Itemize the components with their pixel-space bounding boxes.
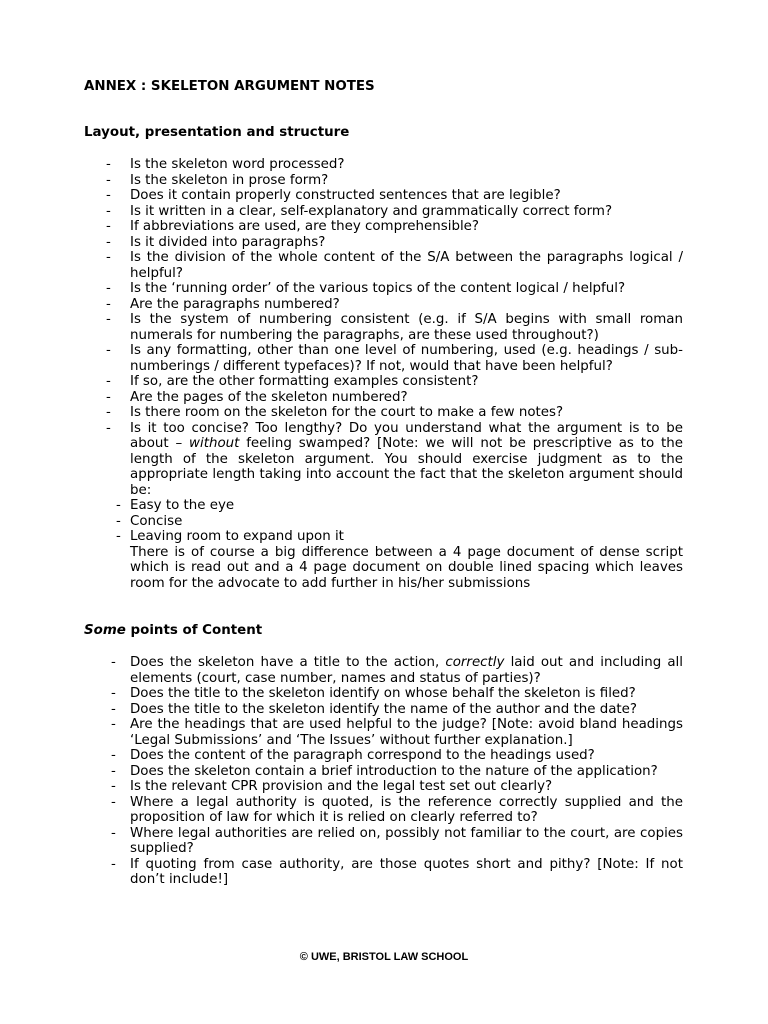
- list-item: [0, 421, 683, 499]
- list-item: [0, 219, 683, 235]
- item-text: Is the relevant CPR provision and the legal test set out clearly?: [130, 779, 553, 794]
- dash-bullet: -: [111, 794, 116, 810]
- annex-title: ANNEX : SKELETON ARGUMENT NOTES: [84, 79, 375, 94]
- list-item: [0, 717, 683, 748]
- item-text: Is the division of the whole content of the S/A between the paragraphs logical / helpful?: [130, 250, 683, 281]
- dash-bullet: -: [106, 374, 111, 389]
- content-section-heading: [84, 623, 262, 639]
- item-text: Is there room on the skeleton for the court to make a few notes?: [130, 405, 564, 420]
- item-text: Is it divided into paragraphs?: [130, 234, 326, 250]
- dash-bullet: -: [106, 296, 111, 312]
- list-item: [0, 795, 683, 826]
- item-text-part: feeling swamped? [Note: we will not be prescriptive as to the length of the skeleton argument. You should exercise judgment as to the appropriate length taking into account the fact that the skeleton argument should be:: [130, 436, 683, 498]
- list-item: [0, 204, 683, 220]
- item-text: If so, are the other formatting examples consistent?: [130, 374, 479, 389]
- sub-item-text: Concise: [130, 513, 183, 529]
- item-text: If abbreviations are used, are they comprehensible?: [130, 219, 480, 234]
- item-text: Is the skeleton in prose form?: [130, 172, 329, 188]
- list-item: [0, 748, 683, 764]
- item-text: Does the title to the skeleton identify on whose behalf the skeleton is filed?: [130, 686, 636, 701]
- list-item: [0, 281, 683, 297]
- dash-bullet: -: [111, 856, 116, 872]
- dash-bullet: -: [106, 312, 111, 327]
- list-item: [0, 250, 683, 281]
- dash-bullet: -: [111, 686, 116, 701]
- dash-bullet: -: [111, 763, 116, 779]
- item-text: Does the content of the paragraph correspond to the headings used?: [130, 748, 595, 763]
- sub-item-text: Easy to the eye: [130, 498, 235, 513]
- list-item: [0, 157, 683, 173]
- dash-bullet: -: [106, 250, 111, 265]
- dash-bullet: -: [106, 172, 111, 188]
- list-item: [0, 297, 683, 313]
- item-text: Is the system of numbering consistent (e.g. if S/A begins with small roman numerals for numbering the paragraphs, are these used throughout?): [130, 312, 683, 343]
- item-text: Does the title to the skeleton identify the name of the author and the date?: [130, 701, 638, 717]
- dash-bullet: -: [111, 717, 116, 732]
- dash-bullet: -: [116, 513, 121, 529]
- list-item: [0, 655, 683, 686]
- dash-bullet: -: [111, 748, 116, 763]
- dash-bullet: -: [106, 343, 111, 358]
- item-text: Does it contain properly constructed sentences that are legible?: [130, 188, 561, 203]
- list-item: [0, 405, 683, 421]
- item-text-part: Does the skeleton have a title to the action,: [130, 655, 446, 670]
- item-text: Is it written in a clear, self-explanatory and grammatically correct form?: [130, 203, 613, 219]
- item-text: Are the pages of the skeleton numbered?: [130, 389, 408, 405]
- dash-bullet: -: [116, 529, 121, 544]
- item-text-part: Is it too concise? Too lengthy? Do you understand what the argument is to be about –: [130, 420, 683, 451]
- sub-list-item: [0, 529, 683, 545]
- heading-italic: Some: [84, 623, 126, 638]
- dash-bullet: -: [106, 203, 111, 219]
- item-text: Is any formatting, other than one level of numbering, used (e.g. headings / sub- numberings / different typefaces)? If not, would that have been helpful?: [130, 343, 683, 374]
- page-footer: © UWE, BRISTOL LAW SCHOOL: [299, 951, 469, 963]
- dash-bullet: -: [106, 420, 111, 436]
- item-text-part: laid out and including all elements (court, case number, names and status of parties)?: [130, 655, 683, 686]
- dash-bullet: -: [116, 498, 121, 513]
- list-item: [0, 173, 683, 189]
- dash-bullet: -: [106, 157, 111, 172]
- list-item: [0, 374, 683, 390]
- item-text-italic: without: [189, 436, 240, 451]
- dash-bullet: -: [106, 281, 111, 296]
- list-item: [0, 343, 683, 374]
- dash-bullet: -: [106, 234, 111, 250]
- list-item: [0, 686, 683, 702]
- item-text: Where legal authorities are relied on, possibly not familiar to the court, are copies supplied?: [130, 825, 683, 856]
- dash-bullet: -: [106, 405, 111, 420]
- sub-item-text: Leaving room to expand upon it: [130, 529, 344, 544]
- list-item: [0, 702, 683, 718]
- item-text: Is the ‘running order’ of the various topics of the content logical / helpful?: [130, 281, 626, 296]
- list-item: [0, 390, 683, 406]
- item-text: If quoting from case authority, are those quotes short and pithy? [Note: If not don’t include!]: [130, 856, 683, 887]
- list-item: [0, 235, 683, 251]
- item-text: Does the skeleton contain a brief introduction to the nature of the application?: [130, 763, 658, 779]
- list-item: [0, 857, 683, 888]
- item-text: Are the paragraphs numbered?: [130, 296, 340, 312]
- content-checklist: [0, 655, 768, 888]
- item-text-italic: correctly: [445, 655, 505, 670]
- sub-list-item: [0, 498, 683, 514]
- sub-list-item: [0, 514, 683, 530]
- layout-checklist: [0, 157, 768, 591]
- list-item: [0, 764, 683, 780]
- item-text: Where a legal authority is quoted, is the reference correctly supplied and the proposition of law for which it is relied on clearly referred to?: [130, 794, 683, 825]
- dash-bullet: -: [111, 779, 116, 794]
- heading-rest: points of Content: [125, 623, 263, 638]
- dash-bullet: -: [106, 219, 111, 234]
- list-item: [0, 826, 683, 857]
- dash-bullet: -: [106, 389, 111, 405]
- layout-section-heading: Layout, presentation and structure: [84, 125, 350, 140]
- list-item: [0, 312, 683, 343]
- list-item: [0, 188, 683, 204]
- dash-bullet: -: [111, 701, 116, 717]
- dash-bullet: -: [111, 825, 116, 841]
- closing-paragraph: There is of course a big difference between a 4 page document of dense script which is read out and a 4 page document on double lined spacing which leaves room for the advocate to add further in his/her submissions: [130, 544, 683, 591]
- item-text: Are the headings that are used helpful to the judge? [Note: avoid bland headings ‘Legal Submissions’ and ‘The Issues’ without further explanation.]: [130, 717, 683, 748]
- list-item: [0, 779, 683, 795]
- dash-bullet: -: [106, 188, 111, 203]
- item-text: Is the skeleton word processed?: [130, 157, 345, 172]
- dash-bullet: -: [111, 655, 116, 670]
